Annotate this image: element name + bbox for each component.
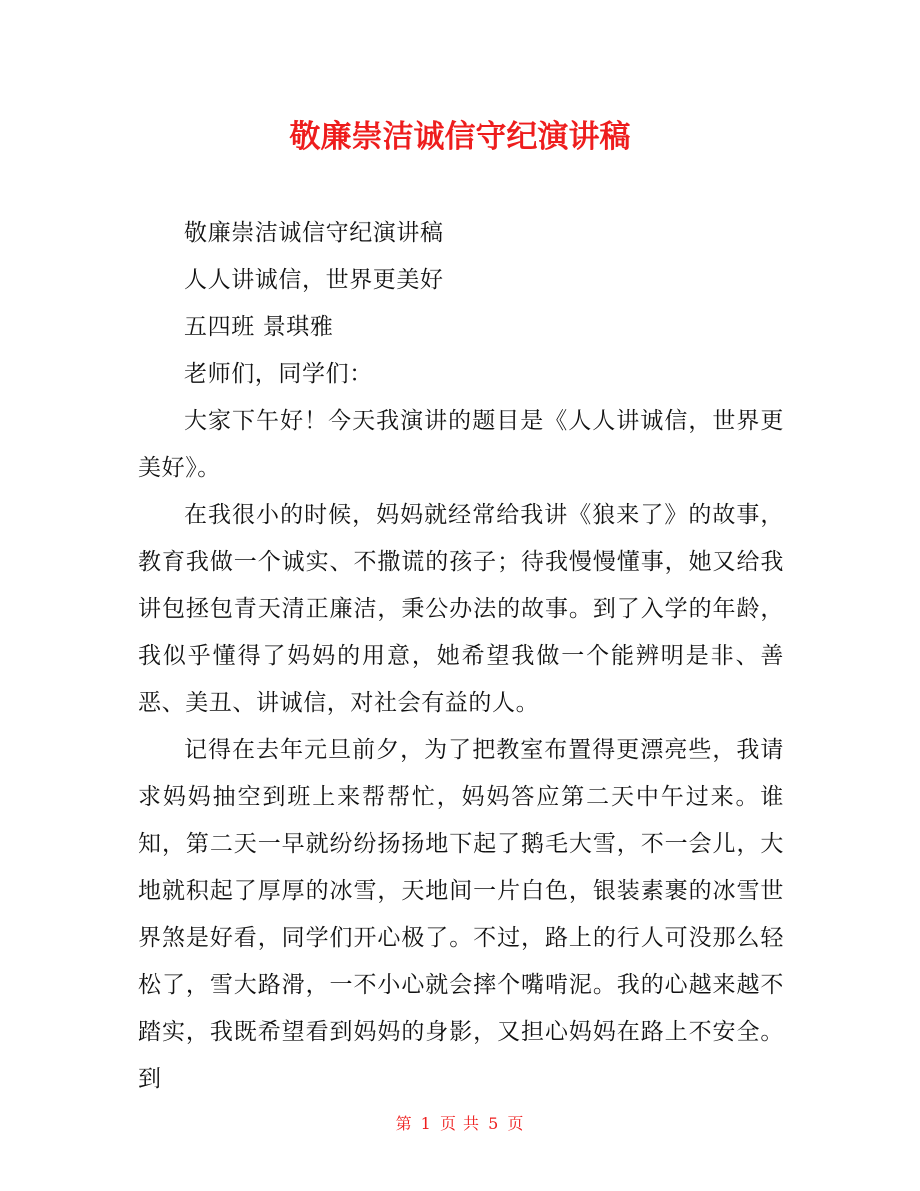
page-footer [0, 1113, 920, 1135]
paragraph-salutation: 老师们，同学们： [184, 361, 373, 387]
document-title: 敬廉崇洁诚信守纪演讲稿 [289, 119, 631, 155]
footer-suffix: 页 [507, 1114, 525, 1133]
document-body [138, 210, 784, 1103]
footer-total-pages: 5 [488, 1114, 500, 1133]
footer-current-page: 1 [420, 1114, 432, 1133]
paragraph-author: 五四班 景琪雅 [184, 314, 334, 340]
footer-prefix: 第 [395, 1114, 413, 1133]
paragraph-subtitle: 人人讲诚信，世界更美好 [184, 267, 444, 293]
paragraph-childhood: 在我很小的时候，妈妈就经常给我讲《狼来了》的故事，教育我做一个诚实、不撒谎的孩子；待我慢慢懂事，她又给我讲包拯包青天清正廉洁，秉公办法的故事。到了入学的年龄，我似乎懂得了妈妈的用意，她希望我做一个能辨明是非、善恶、美丑、讲诚信，对社会有益的人。 [138, 502, 784, 716]
paragraph-greeting: 大家下午好！今天我演讲的题目是《人人讲诚信，世界更美好》。 [138, 408, 784, 481]
footer-mid: 页 共 [439, 1114, 481, 1133]
paragraph-new-year: 记得在去年元旦前夕，为了把教室布置得更漂亮些，我请求妈妈抽空到班上来帮帮忙，妈妈答应第二天中午过来。谁知，第二天一早就纷纷扬扬地下起了鹅毛大雪，不一会儿，大地就积起了厚厚的冰雪，天地间一片白色，银装素裹的冰雪世界煞是好看，同学们开心极了。不过，路上的行人可没那么轻松了，雪大路滑，一不小心就会摔个嘴啃泥。我的心越来越不踏实，我既希望看到妈妈的身影，又担心妈妈在路上不安全。到 [138, 737, 784, 1092]
paragraph-heading: 敬廉崇洁诚信守纪演讲稿 [184, 220, 444, 246]
